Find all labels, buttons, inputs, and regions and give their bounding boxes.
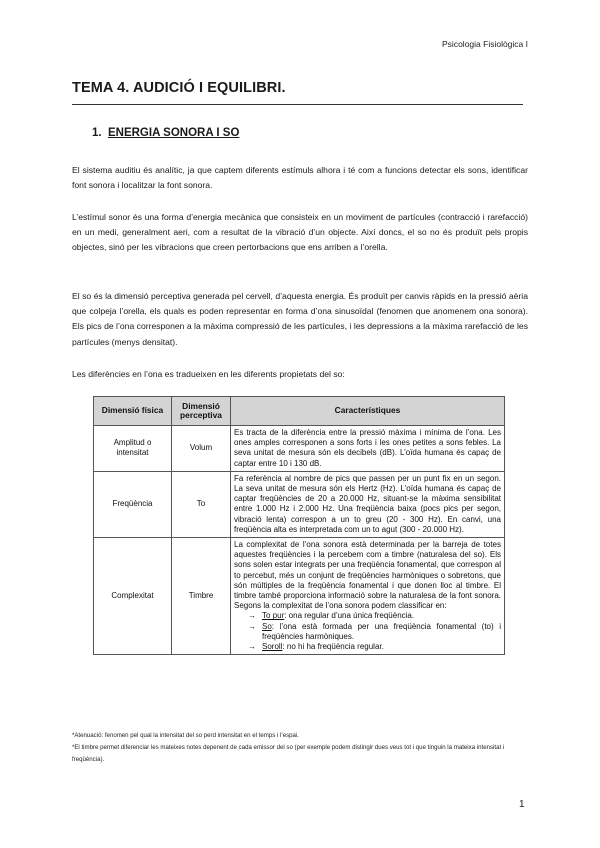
- right-arrow-icon: →: [248, 621, 256, 631]
- page-number: 1: [519, 799, 525, 810]
- type-description: : ona regular d’una única freqüència.: [284, 611, 415, 621]
- right-arrow-icon: →: [248, 611, 256, 621]
- type-description: : no hi ha freqüència regular.: [282, 642, 384, 652]
- cell-perceptual: To: [172, 471, 231, 537]
- footnote-attenuation: *Atenuació: fenomen pel qual la intensitat del so perd intensitat en el temps i l’espai.: [72, 732, 299, 739]
- paragraph-sound-perception: El so és la dimensió perceptiva generada pel cervell, d’aquesta energia. És produït per canvis ràpids en la pressió aèria que colpeja l’orella, els quals es poden representar en forma d’ona sinusoïdal (fenomen que anomenem ona sonora). Els pics de l’ona corresponen a la màxima compressió de les partícules, i les depressions a la màxima rarefacció de les partícules (menys densitat).: [72, 291, 528, 347]
- table-row-complexity: [94, 538, 505, 655]
- right-arrow-icon: →: [248, 642, 256, 652]
- footnote-timbre: *El timbre permet diferenciar les mateixes notes depenent de cada emissor del so (per exemple podem distingir dues veus tot i que tinguin la mateixa intensitat i freqüència).: [72, 744, 505, 763]
- table-header-row: [94, 397, 505, 426]
- paragraph-table-intro: Les diferències en l’ona es tradueixen en les diferents propietats del so:: [72, 369, 345, 379]
- cell-perceptual: Volum: [172, 426, 231, 472]
- type-description: : l’ona està formada per una freqüència fonamental (to) i freqüències harmòniques.: [262, 621, 501, 641]
- page-title: TEMA 4. AUDICIÓ I EQUILIBRI.: [72, 80, 286, 96]
- sound-type-list: [234, 611, 501, 652]
- footnotes: [72, 730, 532, 766]
- cell-physical: Complexitat: [94, 538, 172, 655]
- cell-characteristics: [231, 538, 505, 655]
- list-item: [248, 642, 501, 652]
- cell-physical: Amplitud o intensitat: [94, 426, 172, 472]
- running-header: Psicologia Fisiològica I: [442, 39, 528, 49]
- title-underline-rule: [72, 104, 523, 105]
- list-item: [248, 611, 501, 621]
- paragraph-sound-stimulus: L’estímul sonor és una forma d’energia mecànica que consisteix en un moviment de partícules (contracció i rarefacció) en un medi, generalment aeri, com a resultat de la vibració d’un objecte. Així doncs, el so no és produït pels propis objectes, sinó per les vibracions que creen pertorbacions que ens arriben a l’orella.: [72, 212, 528, 253]
- section-number: 1.: [92, 127, 102, 139]
- table-row-frequency: [94, 471, 505, 537]
- cell-perceptual: Timbre: [172, 538, 231, 655]
- type-name: Soroll: [262, 642, 283, 652]
- table-row-amplitude: [94, 426, 505, 472]
- header-perceptual-dimension: Dimensió perceptiva: [172, 397, 231, 426]
- section-heading: [92, 127, 239, 139]
- list-item: [248, 622, 501, 642]
- header-characteristics: Característiques: [231, 397, 505, 426]
- paragraph-auditory-system: El sistema auditiu és analític, ja que captem diferents estímuls alhora i té com a funcions detectar els sons, identificar font sonora i localitzar la font sonora.: [72, 165, 528, 191]
- cell-physical: Freqüència: [94, 471, 172, 537]
- cell-characteristics: Fa referència al nombre de pics que passen per un punt fix en un segon. La seva unitat de mesura són els Hertz (Hz). L’oïda humana és capaç de captar freqüències de 20 a 20.000 Hz, situant-se la màxima sensibilitat entre 1.000 Hz i 2.000 Hz. Una freqüència baixa (pocs pics per segon, vibració lenta) correspon a un to greu (20 - 300 Hz). En canvi, una freqüència alta es interpretada com un to agut (300 - 20.000 Hz).: [231, 471, 505, 537]
- type-name: To pur: [262, 611, 285, 621]
- section-label: ENERGIA SONORA I SO: [107, 127, 240, 139]
- sound-properties-table: [93, 396, 505, 655]
- header-physical-dimension: Dimensió física: [94, 397, 172, 426]
- complexity-description: La complexitat de l’ona sonora està determinada per la barreja de totes aquestes freqüències i la percebem com a timbre (naturalesa del so). Els sons solen estar integrats per una freqüència fonamental, que correspon al to percebut, més un conjunt de freqüències harmòniques o sobretons, que són múltiples de la freqüència fonamental i que donen lloc al timbre. El timbre també proporciona informació sobre la naturalesa de la font sonora. Segons la complexitat de l’ona sonora podem classificar en:: [234, 540, 501, 611]
- type-name: So: [262, 621, 272, 631]
- cell-characteristics: Es tracta de la diferència entre la pressió màxima i mínima de l’ona. Les ones amples corresponen a sons forts i les ones petites a sons febles. La seva unitat de mesura són els decibels (dB). L’oïda humana és capaç de captar entre 10 i 130 dB.: [231, 426, 505, 472]
